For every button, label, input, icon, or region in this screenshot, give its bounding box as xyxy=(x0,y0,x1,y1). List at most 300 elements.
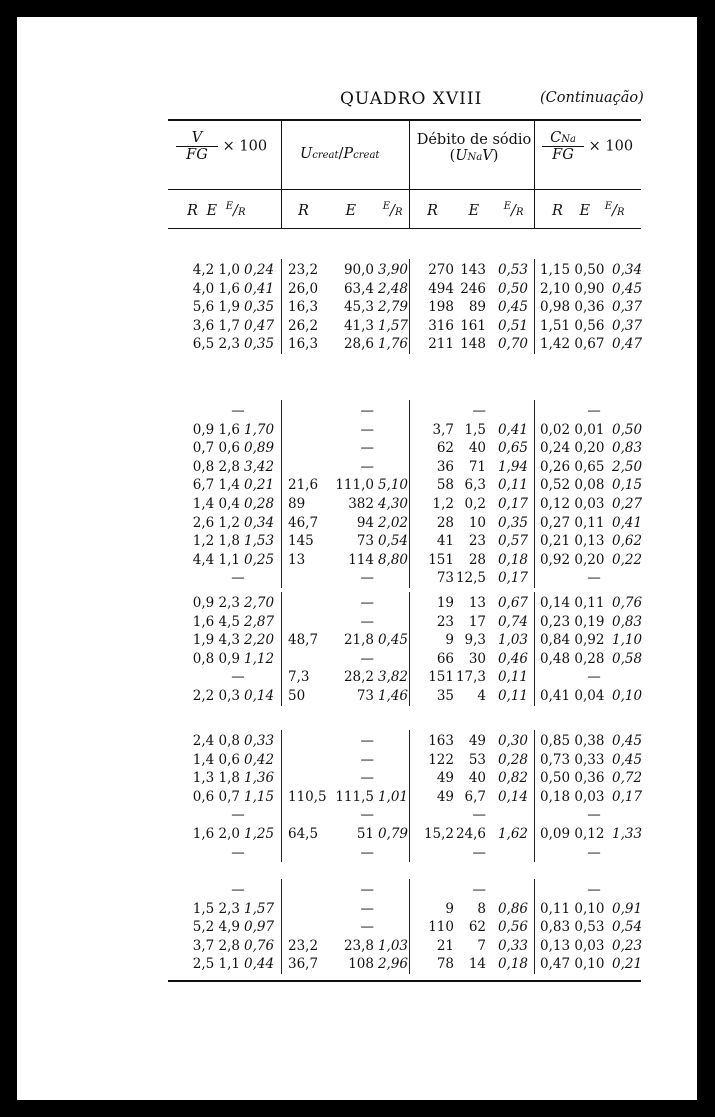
table-cell: 73 xyxy=(436,570,454,587)
table-cell: — xyxy=(360,440,374,457)
table-cell: 23,2 xyxy=(288,262,319,278)
sub-e: E xyxy=(345,202,357,219)
table-cell: 41 xyxy=(436,533,454,550)
table-cell: 13 xyxy=(468,595,486,611)
table-cell: 7 xyxy=(477,937,486,954)
table-cell: — xyxy=(587,882,601,898)
header-paren-open: ( xyxy=(449,148,456,164)
table-cell: 0,8 0,9 xyxy=(192,650,240,667)
table-cell: — xyxy=(472,403,486,419)
table-cell: 4,2 1,0 xyxy=(192,262,240,278)
subheader-col3 xyxy=(427,201,523,219)
table-row xyxy=(0,770,680,789)
table-cell: 0,45 xyxy=(377,632,408,649)
table-cell: 66 xyxy=(436,650,454,667)
table-row xyxy=(0,807,680,826)
table-cell: 0,52 0,08 xyxy=(540,477,605,494)
table-cell: 198 xyxy=(428,299,454,316)
table-cell: 0,26 0,65 xyxy=(540,458,605,475)
table-row xyxy=(0,403,680,422)
table-cell: 6,3 xyxy=(464,477,486,494)
table-cell: 0,65 xyxy=(497,440,528,457)
table-row xyxy=(0,882,680,901)
table-cell: 494 xyxy=(428,280,454,297)
table-cell: 49 xyxy=(436,770,454,787)
table-cell: 0,33 xyxy=(244,733,275,749)
table-cell: 1,42 0,67 xyxy=(540,336,605,353)
table-cell: 0,72 xyxy=(612,770,643,787)
table-row xyxy=(0,956,680,975)
table-cell: 0,14 xyxy=(497,788,528,805)
table-cell: 71 xyxy=(468,458,486,475)
table-row xyxy=(0,919,680,938)
table-cell: 3,90 xyxy=(377,262,408,278)
table-cell: 0,70 xyxy=(497,336,528,353)
table-cell: 36 xyxy=(436,458,454,475)
table-cell: 1,15 0,50 xyxy=(540,262,605,278)
table-cell: 0,41 xyxy=(612,514,643,531)
header-p-sub: creat xyxy=(353,150,380,161)
table-cell: 0,24 0,20 xyxy=(540,440,605,457)
sub-e: E xyxy=(579,202,591,219)
table-cell: 0,84 0,92 xyxy=(540,632,605,649)
table-cell: 0,11 xyxy=(497,477,528,494)
table-row xyxy=(0,845,680,864)
table-cell: 0,56 xyxy=(497,919,528,936)
table-cell: 0,85 0,38 xyxy=(540,733,605,749)
table-cell: 78 xyxy=(436,956,454,973)
header-sep: / xyxy=(338,146,344,162)
table-cell: 9,3 xyxy=(464,632,486,649)
table-row xyxy=(0,281,680,300)
table-cell: 64,5 xyxy=(288,826,319,842)
table-cell: 50 xyxy=(288,688,306,704)
sub-er-e: E xyxy=(503,201,512,212)
table-cell: 5,10 xyxy=(377,477,408,494)
table-cell: 1,12 xyxy=(244,650,275,667)
table-cell: 0,67 xyxy=(497,595,528,611)
table-cell: 3,7 2,8 xyxy=(192,937,240,954)
header-debito-line1: Débito de sódio xyxy=(416,132,532,148)
sub-e: E xyxy=(468,202,480,219)
table-cell: — xyxy=(472,882,486,898)
table-cell: — xyxy=(360,458,374,475)
table-cell: 5,6 1,9 xyxy=(192,299,240,316)
table-cell: 0,58 xyxy=(612,650,643,667)
table-cell: 62 xyxy=(468,919,486,936)
table-cell: 17 xyxy=(468,613,486,630)
table-cell: 0,10 xyxy=(612,688,643,704)
table-cell: 28,2 xyxy=(343,669,374,686)
table-cell: 24,6 xyxy=(455,826,486,842)
table-cell: 3,82 xyxy=(377,669,408,686)
table-cell: 161 xyxy=(460,317,486,334)
table-cell: 0,28 xyxy=(497,751,528,768)
table-row xyxy=(0,651,680,670)
table-cell: — xyxy=(231,882,245,898)
table-cell: 0,23 0,19 xyxy=(540,613,605,630)
subheader-rule xyxy=(168,228,641,229)
continuation-label: (Continuação) xyxy=(540,90,644,106)
table-cell: 0,47 0,10 xyxy=(540,956,605,973)
table-cell: 0,17 xyxy=(497,496,528,512)
table-cell: 0,28 xyxy=(244,496,275,512)
header-c: C xyxy=(550,130,562,146)
table-cell: 8 xyxy=(477,900,486,917)
table-cell: — xyxy=(360,613,374,630)
table-cell: 49 xyxy=(436,788,454,805)
table-cell: 1,62 xyxy=(497,826,528,842)
table-cell: 0,9 2,3 xyxy=(192,595,240,611)
table-cell: 23,8 xyxy=(343,937,374,954)
table-cell: 0,97 xyxy=(244,919,275,936)
sub-slash: / xyxy=(511,202,516,219)
table-row xyxy=(0,318,680,337)
table-cell: 0,7 0,6 xyxy=(192,440,240,457)
table-cell: — xyxy=(360,595,374,611)
table-cell: — xyxy=(472,844,486,861)
table-row xyxy=(0,614,680,633)
table-cell: 148 xyxy=(460,336,486,353)
table-cell: 0,35 xyxy=(497,514,528,531)
table-title: QUADRO XVIII xyxy=(340,89,483,109)
table-cell: — xyxy=(360,807,374,824)
header-u: U xyxy=(300,146,313,162)
table-cell: 1,53 xyxy=(244,533,275,550)
table-cell: 28,6 xyxy=(343,336,374,353)
table-cell: 1,70 xyxy=(244,421,275,438)
table-cell: 0,45 xyxy=(612,751,643,768)
table-cell: 0,02 0,01 xyxy=(540,421,605,438)
table-cell: — xyxy=(360,900,374,917)
table-cell: 0,82 xyxy=(497,770,528,787)
table-row xyxy=(0,826,680,845)
table-cell: 1,57 xyxy=(244,900,275,917)
header-una-u: U xyxy=(455,148,468,164)
header-ucreat-pcreat xyxy=(300,146,379,162)
table-cell: 0,30 xyxy=(497,733,528,749)
table-cell: 1,36 xyxy=(244,770,275,787)
table-cell: 111,5 xyxy=(335,788,374,805)
subheader-col2 xyxy=(298,201,402,219)
table-cell: 0,41 xyxy=(244,280,275,297)
header-fg: FG xyxy=(186,147,208,163)
table-row xyxy=(0,688,680,707)
table-cell: 6,7 1,4 xyxy=(192,477,240,494)
table-cell: 0,50 xyxy=(612,421,643,438)
sub-er-r: R xyxy=(394,206,403,218)
table-cell: 0,48 0,28 xyxy=(540,650,605,667)
header-mult: × 100 xyxy=(222,138,268,155)
table-cell: 4,4 1,1 xyxy=(192,551,240,568)
table-cell: 1,57 xyxy=(377,317,408,334)
sub-slash: / xyxy=(612,202,617,219)
table-cell: 6,5 2,3 xyxy=(192,336,240,353)
table-cell: 2,96 xyxy=(377,956,408,973)
table-cell: 0,18 0,03 xyxy=(540,788,605,805)
table-cell: 2,4 0,8 xyxy=(192,733,240,749)
table-cell: 0,34 xyxy=(612,262,643,278)
table-cell: 1,15 xyxy=(244,788,275,805)
table-cell: 0,86 xyxy=(497,900,528,917)
table-cell: 0,11 0,10 xyxy=(540,900,605,917)
table-cell: 0,15 xyxy=(612,477,643,494)
table-cell: 21,6 xyxy=(288,477,319,494)
subheader-col4 xyxy=(552,201,624,219)
table-cell: 122 xyxy=(428,751,454,768)
table-cell: 0,47 xyxy=(244,317,275,334)
table-cell: 26,2 xyxy=(288,317,319,334)
table-cell: 1,03 xyxy=(497,632,528,649)
table-cell: 0,17 xyxy=(497,570,528,587)
table-row xyxy=(0,938,680,957)
sub-r: R xyxy=(298,202,309,219)
table-cell: 2,02 xyxy=(377,514,408,531)
table-cell: 0,89 xyxy=(244,440,275,457)
table-row xyxy=(0,752,680,771)
table-cell: 19 xyxy=(436,595,454,611)
table-cell: 0,50 0,36 xyxy=(540,770,605,787)
table-cell: 0,35 xyxy=(244,336,275,353)
table-cell: 3,6 1,7 xyxy=(192,317,240,334)
table-cell: 0,6 0,7 xyxy=(192,788,240,805)
table-cell: 316 xyxy=(428,317,454,334)
table-cell: 0,27 0,11 xyxy=(540,514,605,531)
table-cell: — xyxy=(231,570,245,587)
top-rule xyxy=(168,119,641,121)
table-cell: 0,73 0,33 xyxy=(540,751,605,768)
table-cell: 0,18 xyxy=(497,551,528,568)
table-cell: 0,8 2,8 xyxy=(192,458,240,475)
table-row xyxy=(0,733,680,752)
table-cell: 89 xyxy=(468,299,486,316)
table-row xyxy=(0,533,680,552)
table-cell: 2,48 xyxy=(377,280,408,297)
table-cell: 1,4 0,4 xyxy=(192,496,240,512)
table-cell: 0,11 xyxy=(497,669,528,686)
table-cell: — xyxy=(360,421,374,438)
table-cell: 108 xyxy=(348,956,374,973)
table-cell: 0,12 0,03 xyxy=(540,496,605,512)
table-cell: 0,22 xyxy=(612,551,643,568)
table-cell: 1,5 xyxy=(464,421,486,438)
table-cell: — xyxy=(231,807,245,824)
table-cell: 0,34 xyxy=(244,514,275,531)
table-cell: 2,2 0,3 xyxy=(192,688,240,704)
table-cell: 0,45 xyxy=(612,733,643,749)
table-cell: 0,11 xyxy=(497,688,528,704)
header-p: P xyxy=(343,146,354,162)
table-cell: 2,20 xyxy=(244,632,275,649)
table-cell: — xyxy=(231,403,245,419)
table-cell: 8,80 xyxy=(377,551,408,568)
table-cell: 2,5 1,1 xyxy=(192,956,240,973)
table-row xyxy=(0,336,680,355)
table-cell: 0,83 xyxy=(612,613,643,630)
table-cell: — xyxy=(360,403,374,419)
table-cell: 0,9 1,6 xyxy=(192,421,240,438)
table-cell: — xyxy=(231,669,245,686)
table-cell: 1,6 4,5 xyxy=(192,613,240,630)
table-cell: 4,0 1,6 xyxy=(192,280,240,297)
table-cell: 145 xyxy=(288,533,314,550)
table-cell: 2,70 xyxy=(244,595,275,611)
table-cell: 1,33 xyxy=(612,826,643,842)
table-row xyxy=(0,477,680,496)
table-cell: 16,3 xyxy=(288,299,319,316)
table-cell: 0,41 0,04 xyxy=(540,688,605,704)
table-cell: 0,21 xyxy=(244,477,275,494)
table-cell: 0,37 xyxy=(612,317,643,334)
table-cell: 94 xyxy=(356,514,374,531)
table-cell: 143 xyxy=(460,262,486,278)
table-cell: 110 xyxy=(428,919,454,936)
table-cell: 0,91 xyxy=(612,900,643,917)
table-row xyxy=(0,552,680,571)
bottom-rule xyxy=(168,980,641,982)
table-cell: 2,87 xyxy=(244,613,275,630)
table-cell: 4,30 xyxy=(377,496,408,512)
table-cell: 46,7 xyxy=(288,514,319,531)
table-cell: — xyxy=(472,807,486,824)
table-cell: 0,13 0,03 xyxy=(540,937,605,954)
header-u-sub: creat xyxy=(312,150,339,161)
table-cell: 28 xyxy=(436,514,454,531)
table-cell: 0,54 xyxy=(377,533,408,550)
table-cell: 49 xyxy=(468,733,486,749)
table-cell: 2,79 xyxy=(377,299,408,316)
sub-er-e: E xyxy=(382,201,391,212)
sub-e: E xyxy=(206,202,218,219)
sub-er-e: E xyxy=(604,201,613,212)
table-cell: 3,7 xyxy=(432,421,454,438)
table-cell: 0,45 xyxy=(497,299,528,316)
subheader-col1 xyxy=(187,201,245,219)
table-cell: 1,51 0,56 xyxy=(540,317,605,334)
table-cell: 26,0 xyxy=(288,280,319,297)
table-cell: 40 xyxy=(468,770,486,787)
header-v: V xyxy=(176,130,218,147)
table-cell: 0,62 xyxy=(612,533,643,550)
header-debito-sodio xyxy=(415,132,533,164)
table-cell: — xyxy=(360,844,374,861)
table-cell: 211 xyxy=(428,336,454,353)
table-cell: 0,37 xyxy=(612,299,643,316)
table-cell: 1,46 xyxy=(377,688,408,704)
table-cell: 1,5 2,3 xyxy=(192,900,240,917)
table-cell: — xyxy=(587,403,601,419)
table-cell: 53 xyxy=(468,751,486,768)
table-row xyxy=(0,515,680,534)
table-cell: 0,76 xyxy=(612,595,643,611)
table-cell: 0,54 xyxy=(612,919,643,936)
table-cell: 0,46 xyxy=(497,650,528,667)
table-cell: 2,50 xyxy=(612,458,643,475)
table-cell: 151 xyxy=(428,669,454,686)
table-cell: 73 xyxy=(356,688,374,704)
table-row xyxy=(0,496,680,515)
header-una-sub: Na xyxy=(467,152,483,163)
table-cell: 1,6 2,0 xyxy=(192,826,240,842)
table-cell: 14 xyxy=(468,956,486,973)
header-rule xyxy=(168,189,641,190)
table-cell: 23 xyxy=(468,533,486,550)
table-cell: 0,44 xyxy=(244,956,275,973)
table-cell: 0,42 xyxy=(244,751,275,768)
table-row xyxy=(0,459,680,478)
header-paren-close: ) xyxy=(492,148,499,164)
sub-er-r: R xyxy=(515,206,524,218)
table-cell: 1,25 xyxy=(244,826,275,842)
sub-er-r: R xyxy=(237,206,246,218)
table-cell: 0,41 xyxy=(497,421,528,438)
header-divider-1 xyxy=(281,121,282,229)
table-cell: 0,92 0,20 xyxy=(540,551,605,568)
table-cell: 246 xyxy=(460,280,486,297)
table-cell: 1,9 4,3 xyxy=(192,632,240,649)
header-cna-fg xyxy=(542,130,633,163)
table-row xyxy=(0,632,680,651)
table-cell: 2,10 0,90 xyxy=(540,280,605,297)
table-cell: — xyxy=(360,733,374,749)
table-cell: 23,2 xyxy=(288,937,319,954)
table-cell: — xyxy=(360,882,374,898)
table-cell: 48,7 xyxy=(288,632,319,649)
table-cell: 2,6 1,2 xyxy=(192,514,240,531)
table-cell: 0,21 xyxy=(612,956,643,973)
header-v-fg xyxy=(176,130,267,163)
sub-er-r: R xyxy=(616,206,625,218)
table-cell: 13 xyxy=(288,551,306,568)
table-cell: 1,2 xyxy=(432,496,454,512)
table-cell: — xyxy=(587,844,601,861)
table-cell: — xyxy=(587,669,601,686)
table-cell: 1,2 1,8 xyxy=(192,533,240,550)
table-cell: 270 xyxy=(428,262,454,278)
table-row xyxy=(0,422,680,441)
table-cell: 0,79 xyxy=(377,826,408,842)
header-c-sub: Na xyxy=(561,134,576,145)
table-cell: — xyxy=(360,919,374,936)
table-cell: 1,94 xyxy=(497,458,528,475)
table-cell: 1,76 xyxy=(377,336,408,353)
table-cell: 15,2 xyxy=(423,826,454,842)
table-cell: 0,76 xyxy=(244,937,275,954)
table-cell: 17,3 xyxy=(455,669,486,686)
header-mult-2: × 100 xyxy=(588,138,634,155)
table-cell: 4 xyxy=(477,688,486,704)
table-cell: 0,24 xyxy=(244,262,275,278)
table-cell: 62 xyxy=(436,440,454,457)
table-row xyxy=(0,789,680,808)
table-cell: 151 xyxy=(428,551,454,568)
sub-er-e: E xyxy=(225,201,234,212)
table-cell: 163 xyxy=(428,733,454,749)
table-row xyxy=(0,669,680,688)
table-cell: — xyxy=(360,650,374,667)
table-cell: 21,8 xyxy=(343,632,374,649)
table-cell: 0,27 xyxy=(612,496,643,512)
table-cell: 6,7 xyxy=(464,788,486,805)
sub-r: R xyxy=(187,202,198,219)
table-cell: 51 xyxy=(356,826,374,842)
table-cell: 30 xyxy=(468,650,486,667)
table-cell: 0,83 0,53 xyxy=(540,919,605,936)
table-cell: 12,5 xyxy=(455,570,486,587)
table-cell: 0,33 xyxy=(497,937,528,954)
table-cell: 1,4 0,6 xyxy=(192,751,240,768)
table-cell: 0,14 0,11 xyxy=(540,595,605,611)
